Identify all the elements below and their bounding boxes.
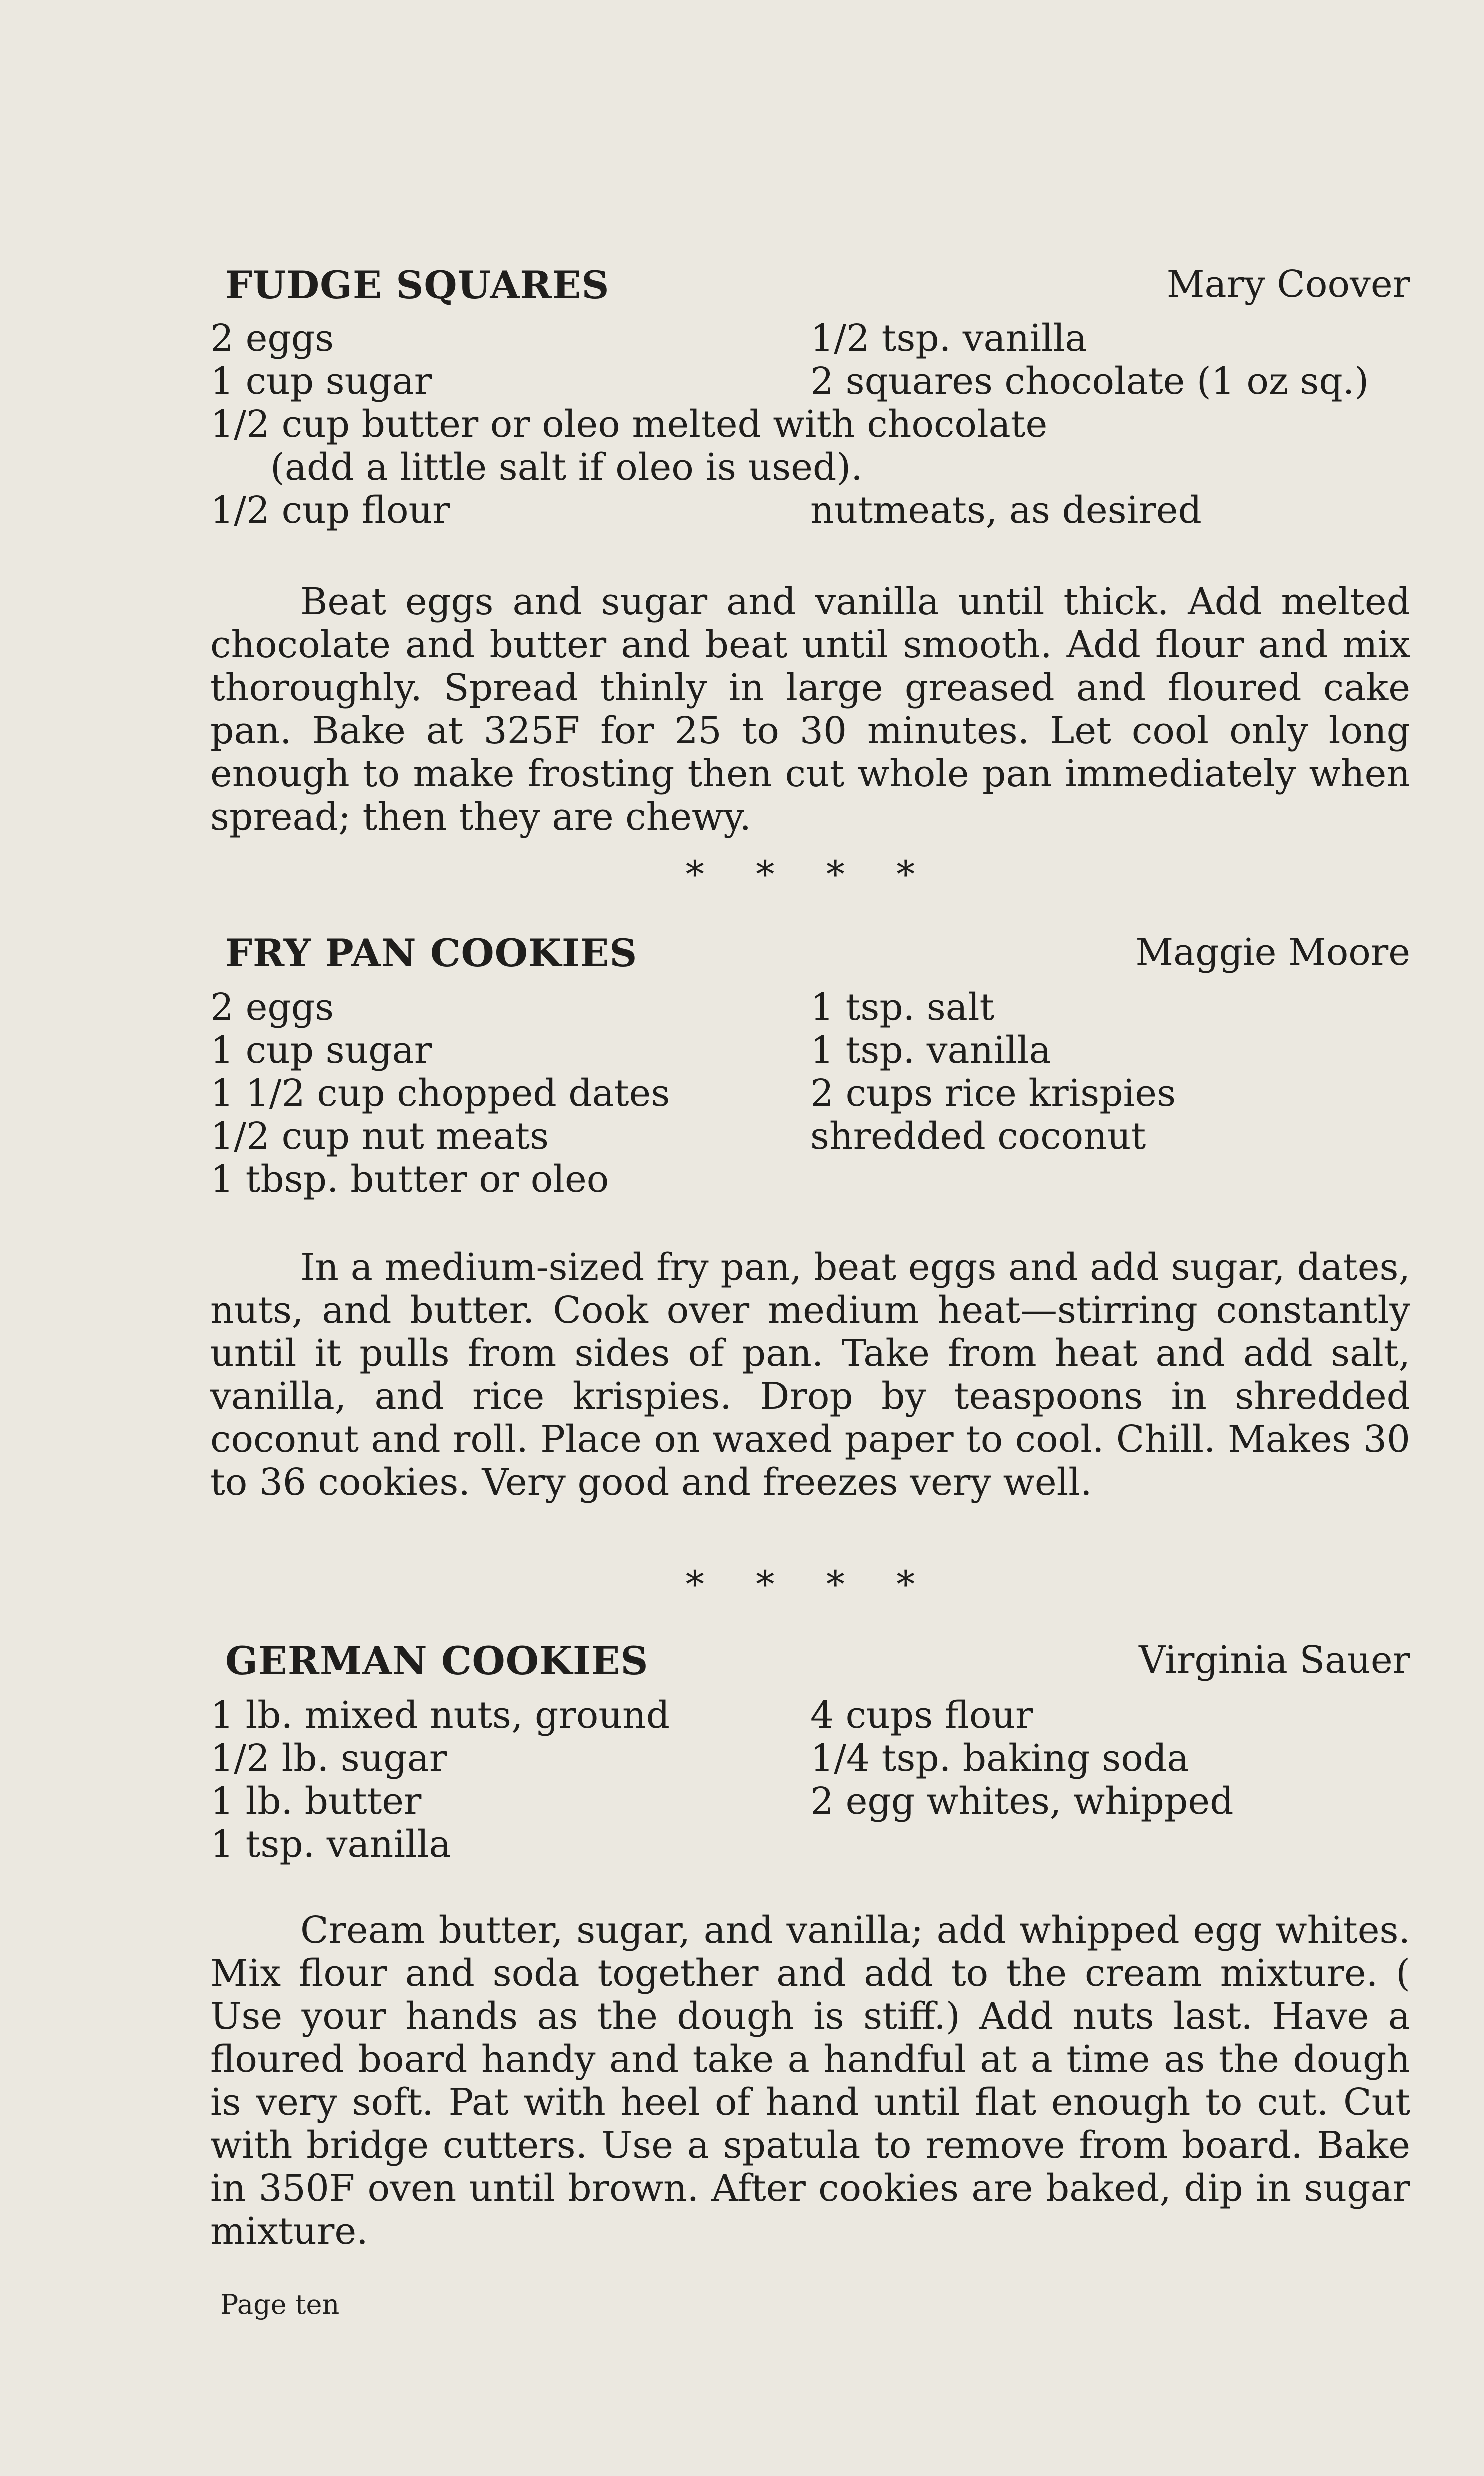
recipe-title: FUDGE SQUARES [225, 263, 610, 307]
ingredient: 1/2 lb. sugar [210, 1737, 447, 1780]
ingredient: 1 cup sugar [210, 360, 432, 403]
ingredient-row [210, 1158, 1410, 1201]
page-number: Page ten [220, 2289, 340, 2320]
ingredient-list [210, 317, 1410, 532]
ingredient: 1/2 cup flour [210, 489, 450, 532]
ingredient-row [210, 1029, 1410, 1072]
ingredient-row [210, 1694, 1410, 1737]
ingredient-row [210, 1115, 1410, 1158]
recipe-author: Mary Coover [1166, 263, 1410, 306]
ingredient-row [210, 403, 1410, 446]
ingredient-row [210, 1072, 1410, 1115]
ingredient: 2 eggs [210, 986, 334, 1029]
recipe-header [210, 931, 1410, 986]
ingredient-row [210, 360, 1410, 403]
recipe-author: Maggie Moore [1135, 931, 1410, 974]
ingredient: 1 1/2 cup chopped dates [210, 1072, 670, 1115]
ingredient: 1 tsp. salt [810, 986, 995, 1029]
ingredient-row [210, 446, 1410, 489]
ingredient: 4 cups flour [810, 1694, 1033, 1737]
ingredient: 1/2 tsp. vanilla [810, 317, 1087, 360]
recipe-title: FRY PAN COOKIES [225, 931, 638, 975]
recipe-directions: Beat eggs and sugar and vanilla until thick. Add melted chocolate and butter and beat until smooth. Add flour and mix thoroughly. Spread thinly in large greased and floured cake pan. Bake at 325F for 25 to 30 minutes. Let cool only long enough to make frosting then cut whole pan immediately when spread; then they are chewy. [210, 580, 1410, 839]
ingredient: 1/2 cup nut meats [210, 1115, 549, 1158]
ingredient: 1 tbsp. butter or oleo [210, 1158, 609, 1201]
ingredient: 1 tsp. vanilla [210, 1823, 451, 1866]
ingredient-row [210, 489, 1410, 532]
ingredient-row [210, 317, 1410, 360]
ingredient-list [210, 1694, 1410, 1866]
ingredient: shredded coconut [810, 1115, 1146, 1158]
ingredient: 1 lb. mixed nuts, ground [210, 1694, 670, 1737]
ingredient: 2 cups rice krispies [810, 1072, 1176, 1115]
ingredient: 1 cup sugar [210, 1029, 432, 1072]
ingredient: 2 squares chocolate (1 oz sq.) [810, 360, 1369, 403]
ingredient: 1/4 tsp. baking soda [810, 1737, 1189, 1780]
recipe-author: Virginia Sauer [1139, 1638, 1410, 1682]
ingredient-row [210, 1737, 1410, 1780]
recipe-header [210, 263, 1410, 318]
ingredient: 1 tsp. vanilla [810, 1029, 1051, 1072]
ingredient-list [210, 986, 1410, 1201]
ingredient-row [210, 1823, 1410, 1866]
ingredient-row [210, 1780, 1410, 1823]
section-separator: * * * * [685, 1563, 935, 1606]
ingredient-row [210, 986, 1410, 1029]
ingredient: 1 lb. butter [210, 1780, 422, 1823]
ingredient: 1/2 cup butter or oleo melted with chocolate [210, 403, 1048, 446]
ingredient: 2 egg whites, whipped [810, 1780, 1234, 1823]
recipe-german-cookies [210, 1638, 1410, 2253]
recipe-directions: Cream butter, sugar, and vanilla; add whipped egg whites. Mix flour and soda together and add to the cream mixture. ( Use your hands as the dough is stiff.) Add nuts last. Have a floured board handy and take a handful at a time as the dough is very soft. Pat with heel of hand until flat enough to cut. Cut with bridge cutters. Use a spatula to remove from board. Bake in 350F oven until brown. After cookies are baked, dip in sugar mixture. [210, 1909, 1410, 2253]
ingredient: 2 eggs [210, 317, 334, 360]
recipe-header [210, 1638, 1410, 1694]
recipe-title: GERMAN COOKIES [225, 1638, 649, 1683]
recipe-directions: In a medium-sized fry pan, beat eggs and add sugar, dates, nuts, and butter. Cook over medium heat—stirring constantly until it pulls from sides of pan. Take from heat and add salt, vanilla, and rice krispies. Drop by teaspoons in shredded coconut and roll. Place on waxed paper to cool. Chill. Makes 30 to 36 cookies. Very good and freezes very well. [210, 1246, 1410, 1504]
recipe-fudge-squares [210, 263, 1410, 839]
ingredient: nutmeats, as desired [810, 489, 1202, 532]
recipe-fry-pan-cookies [210, 931, 1410, 1504]
section-separator: * * * * [685, 853, 935, 896]
ingredient-note: (add a little salt if oleo is used). [270, 446, 863, 489]
